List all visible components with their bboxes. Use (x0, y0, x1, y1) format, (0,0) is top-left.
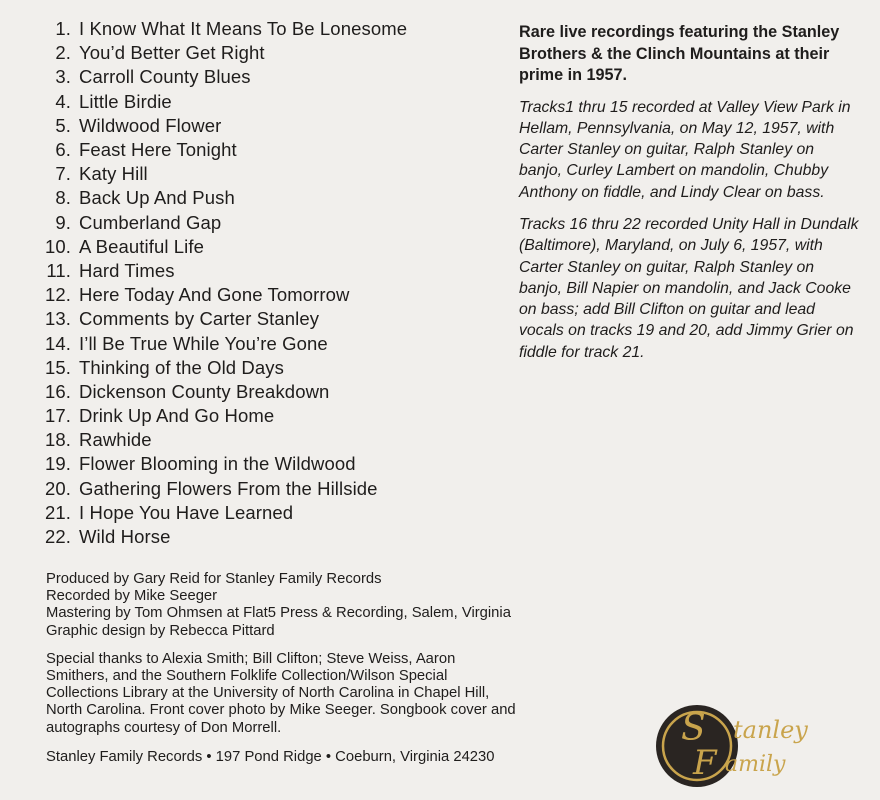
track-title: Drink Up And Go Home (79, 405, 275, 427)
thanks-line: North Carolina. Front cover photo by Mike Seeger. Songbook cover and (46, 702, 516, 719)
track-number: 20. (44, 477, 71, 499)
track-title: I’ll Be True While You’re Gone (79, 332, 328, 354)
track-row (40, 307, 500, 331)
track-number: 14. (44, 332, 71, 354)
track-number: 10. (44, 235, 71, 257)
track-row (40, 404, 500, 428)
credit-design: Graphic design by Rebecca Pittard (46, 622, 275, 639)
track-title: Little Birdie (79, 90, 172, 112)
credit-producer: Produced by Gary Reid for Stanley Family Records (46, 571, 382, 587)
track-number: 18. (44, 429, 71, 451)
thanks-line: Collections Library at the University of North Carolina in Chapel Hill, (46, 685, 490, 702)
track-number: 19. (44, 453, 71, 475)
special-thanks (46, 651, 636, 737)
track-title: I Hope You Have Learned (79, 501, 294, 523)
track-title: Katy Hill (79, 163, 148, 185)
track-row (40, 17, 500, 41)
track-number: 22. (44, 526, 71, 548)
notes-paragraph-2: Tracks 16 thru 22 recorded Unity Hall in Dundalk (Baltimore), Maryland, on July 6, 1957, with Carter Stanley on guitar, Ralph Stanley on banjo, Bill Napier on mandolin, and Jack Cooke on bass; add Bill Clifton on guitar and lead vocals on tracks 19 and 20, add Jimmy Grier on fiddle for track 21. (519, 215, 859, 361)
track-number: 8. (55, 187, 71, 209)
track-row (40, 331, 500, 355)
logo-letter-s: S (681, 708, 706, 749)
track-title: Cumberland Gap (79, 211, 222, 233)
track-title: Wild Horse (79, 526, 171, 548)
track-row (40, 162, 500, 186)
track-title: Thinking of the Old Days (79, 356, 284, 378)
thanks-line: Special thanks to Alexia Smith; Bill Clifton; Steve Weiss, Aaron (46, 650, 456, 667)
track-title: Gathering Flowers From the Hillside (79, 477, 378, 499)
track-number: 1. (55, 18, 71, 40)
thanks-line: Smithers, and the Southern Folklife Collection/Wilson Special (46, 668, 448, 685)
track-row (40, 428, 500, 452)
track-title: Dickenson County Breakdown (79, 380, 330, 402)
track-number: 13. (44, 308, 71, 330)
track-row (40, 65, 500, 89)
track-title: Back Up And Push (79, 187, 235, 209)
notes-headline: Rare live recordings featuring the Stanley Brothers & the Clinch Mountains at their prime in 1957. (519, 23, 840, 84)
track-row (40, 380, 500, 404)
track-row (40, 138, 500, 162)
track-title: Comments by Carter Stanley (79, 308, 320, 330)
track-number: 5. (55, 114, 71, 136)
stanley-family-logo (655, 700, 845, 792)
track-row (40, 477, 500, 501)
track-title: A Beautiful Life (79, 235, 205, 257)
liner-notes (519, 22, 859, 374)
track-row (40, 259, 500, 283)
track-row (40, 501, 500, 525)
track-number: 9. (55, 211, 71, 233)
logo-word-amily: amily (725, 752, 786, 777)
track-list (40, 17, 500, 549)
track-row (40, 41, 500, 65)
credit-mastering: Mastering by Tom Ohmsen at Flat5 Press & Recording, Salem, Virginia (46, 605, 511, 622)
track-number: 11. (46, 259, 71, 281)
track-row (40, 525, 500, 549)
track-title: Flower Blooming in the Wildwood (79, 453, 356, 475)
track-number: 3. (55, 66, 71, 88)
track-row (40, 356, 500, 380)
track-row (40, 283, 500, 307)
track-title: Rawhide (79, 429, 152, 451)
track-number: 15. (44, 356, 71, 378)
track-row (40, 211, 500, 235)
track-number: 2. (55, 42, 71, 64)
track-row (40, 90, 500, 114)
credits-block (46, 571, 636, 766)
track-number: 7. (55, 163, 71, 185)
track-number: 4. (55, 90, 71, 112)
logo-letter-f: F (693, 743, 717, 783)
track-title: Here Today And Gone Tomorrow (79, 284, 350, 306)
track-number: 21. (44, 501, 71, 523)
track-title: Hard Times (79, 259, 175, 281)
track-title: I Know What It Means To Be Lonesome (79, 18, 408, 40)
credit-recorder: Recorded by Mike Seeger (46, 588, 218, 605)
label-address: Stanley Family Records • 197 Pond Ridge • Coeburn, Virginia 24230 (46, 748, 495, 765)
notes-paragraph-1: Tracks1 thru 15 recorded at Valley View Park in Hellam, Pennsylvania, on May 12, 1957, with Carter Stanley on guitar, Ralph Stanley on banjo, Curley Lambert on mandolin, Chubby Anthony on fiddle, and Lindy Clear on bass. (519, 98, 851, 201)
track-number: 17. (44, 405, 71, 427)
track-row (40, 186, 500, 210)
track-title: Feast Here Tonight (79, 139, 237, 161)
track-row (40, 114, 500, 138)
logo-word-tanley: tanley (733, 716, 808, 744)
track-title: Carroll County Blues (79, 66, 251, 88)
track-number: 6. (55, 139, 71, 161)
thanks-line: autographs courtesy of Don Morrell. (46, 719, 282, 736)
track-row (40, 235, 500, 259)
track-title: Wildwood Flower (79, 114, 222, 136)
track-title: You’d Better Get Right (79, 42, 265, 64)
track-number: 16. (44, 380, 71, 402)
track-number: 12. (44, 284, 71, 306)
track-row (40, 452, 500, 476)
